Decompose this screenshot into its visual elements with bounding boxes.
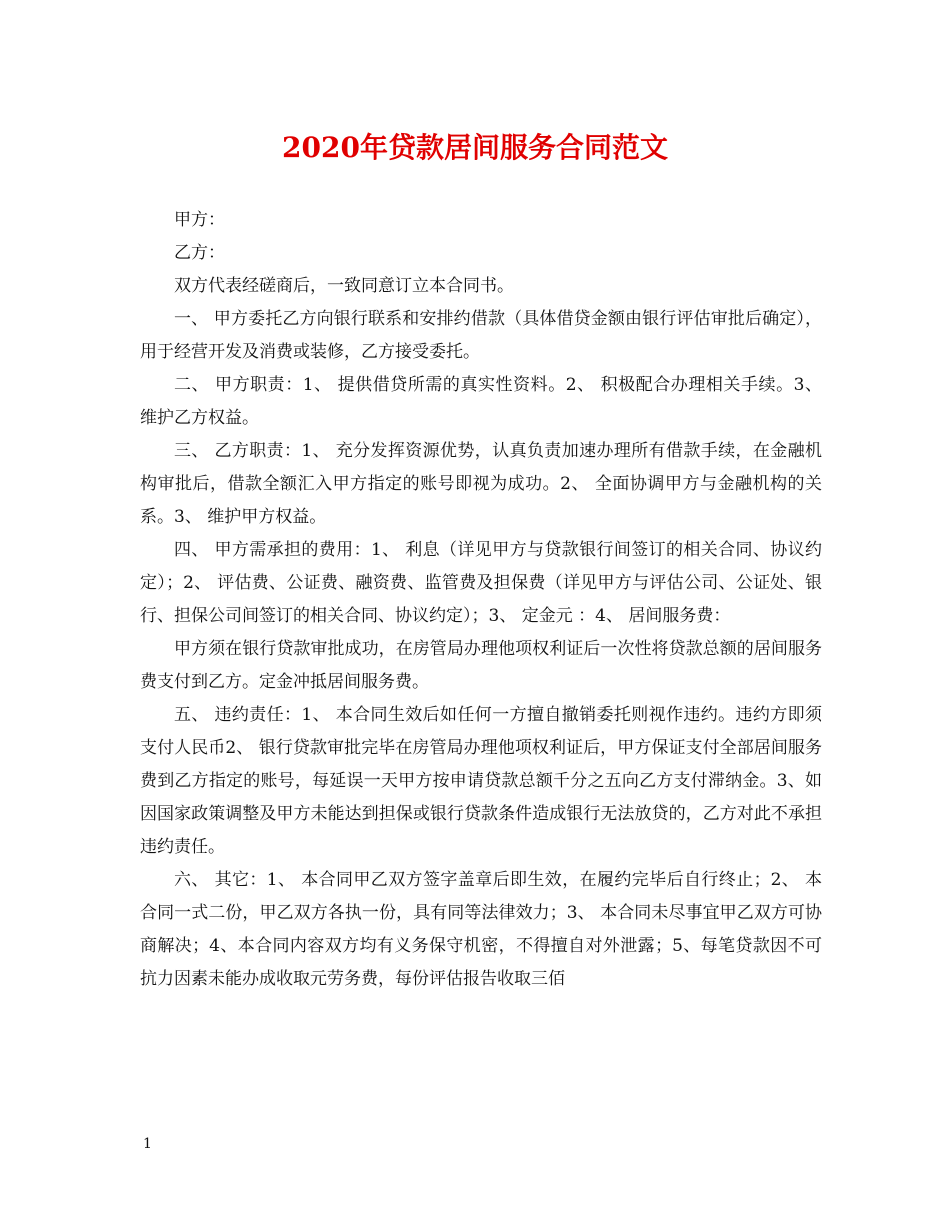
party-b-line: 乙方： — [174, 243, 225, 263]
intro-paragraph: 双方代表经磋商后，一致同意订立本合同书。 — [174, 276, 514, 296]
clause-5: 五、 违约责任：1、 本合同生效后如任何一方擅自撤销委托则视作违约。违约方即须支付人民币2、 银行贷款审批完毕在房管局办理他项权利证后，甲方保证支付全部居间服务费到乙方指定的账号，每延误一天甲方按申请贷款总额千分之五向乙方支付滞纳金。3、如因国家政策调整及甲方未能达到担保或银行贷款条件造成银行无法放贷的，乙方对此不承担违约责任。 — [140, 705, 822, 857]
clause-1: 一、 甲方委托乙方向银行联系和安排约借款（具体借贷金额由银行评估审批后确定），用于经营开发及消费或装修，乙方接受委托。 — [140, 309, 822, 362]
clause-4-payment: 甲方须在银行贷款审批成功，在房管局办理他项权利证后一次性将贷款总额的居间服务费支付到乙方。定金冲抵居间服务费。 — [140, 639, 822, 692]
clause-6: 六、 其它：1、 本合同甲乙双方签字盖章后即生效，在履约完毕后自行终止；2、 本合同一式二份，甲乙双方各执一份，具有同等法律效力；3、 本合同未尽事宜甲乙双方可协商解决；4、本合同内容双方均有义务保守机密，不得擅自对外泄露；5、每笔贷款因不可抗力因素未能办成收取元劳务费，每份评估报告收取三佰 — [140, 870, 822, 989]
document-body — [140, 204, 822, 996]
clause-2: 二、 甲方职责：1、 提供借贷所需的真实性资料。2、 积极配合办理相关手续。3、 维护乙方权益。 — [140, 375, 822, 428]
party-a-line: 甲方： — [174, 210, 225, 230]
document-title: 2020年贷款居间服务合同范文 — [282, 131, 668, 164]
clause-3: 三、 乙方职责：1、 充分发挥资源优势，认真负责加速办理所有借款手续，在金融机构审批后，借款全额汇入甲方指定的账号即视为成功。2、 全面协调甲方与金融机构的关系。3、 维护甲方权益。 — [140, 441, 822, 527]
clause-4: 四、 甲方需承担的费用：1、 利息（详见甲方与贷款银行间签订的相关合同、协议约定）；2、 评估费、公证费、融资费、监管费及担保费（详见甲方与评估公司、公证处、银行、担保公司间签订的相关合同、协议约定）；3、 定金元 ：4、 居间服务费： — [140, 540, 822, 626]
page-number: 1 — [143, 1136, 152, 1152]
